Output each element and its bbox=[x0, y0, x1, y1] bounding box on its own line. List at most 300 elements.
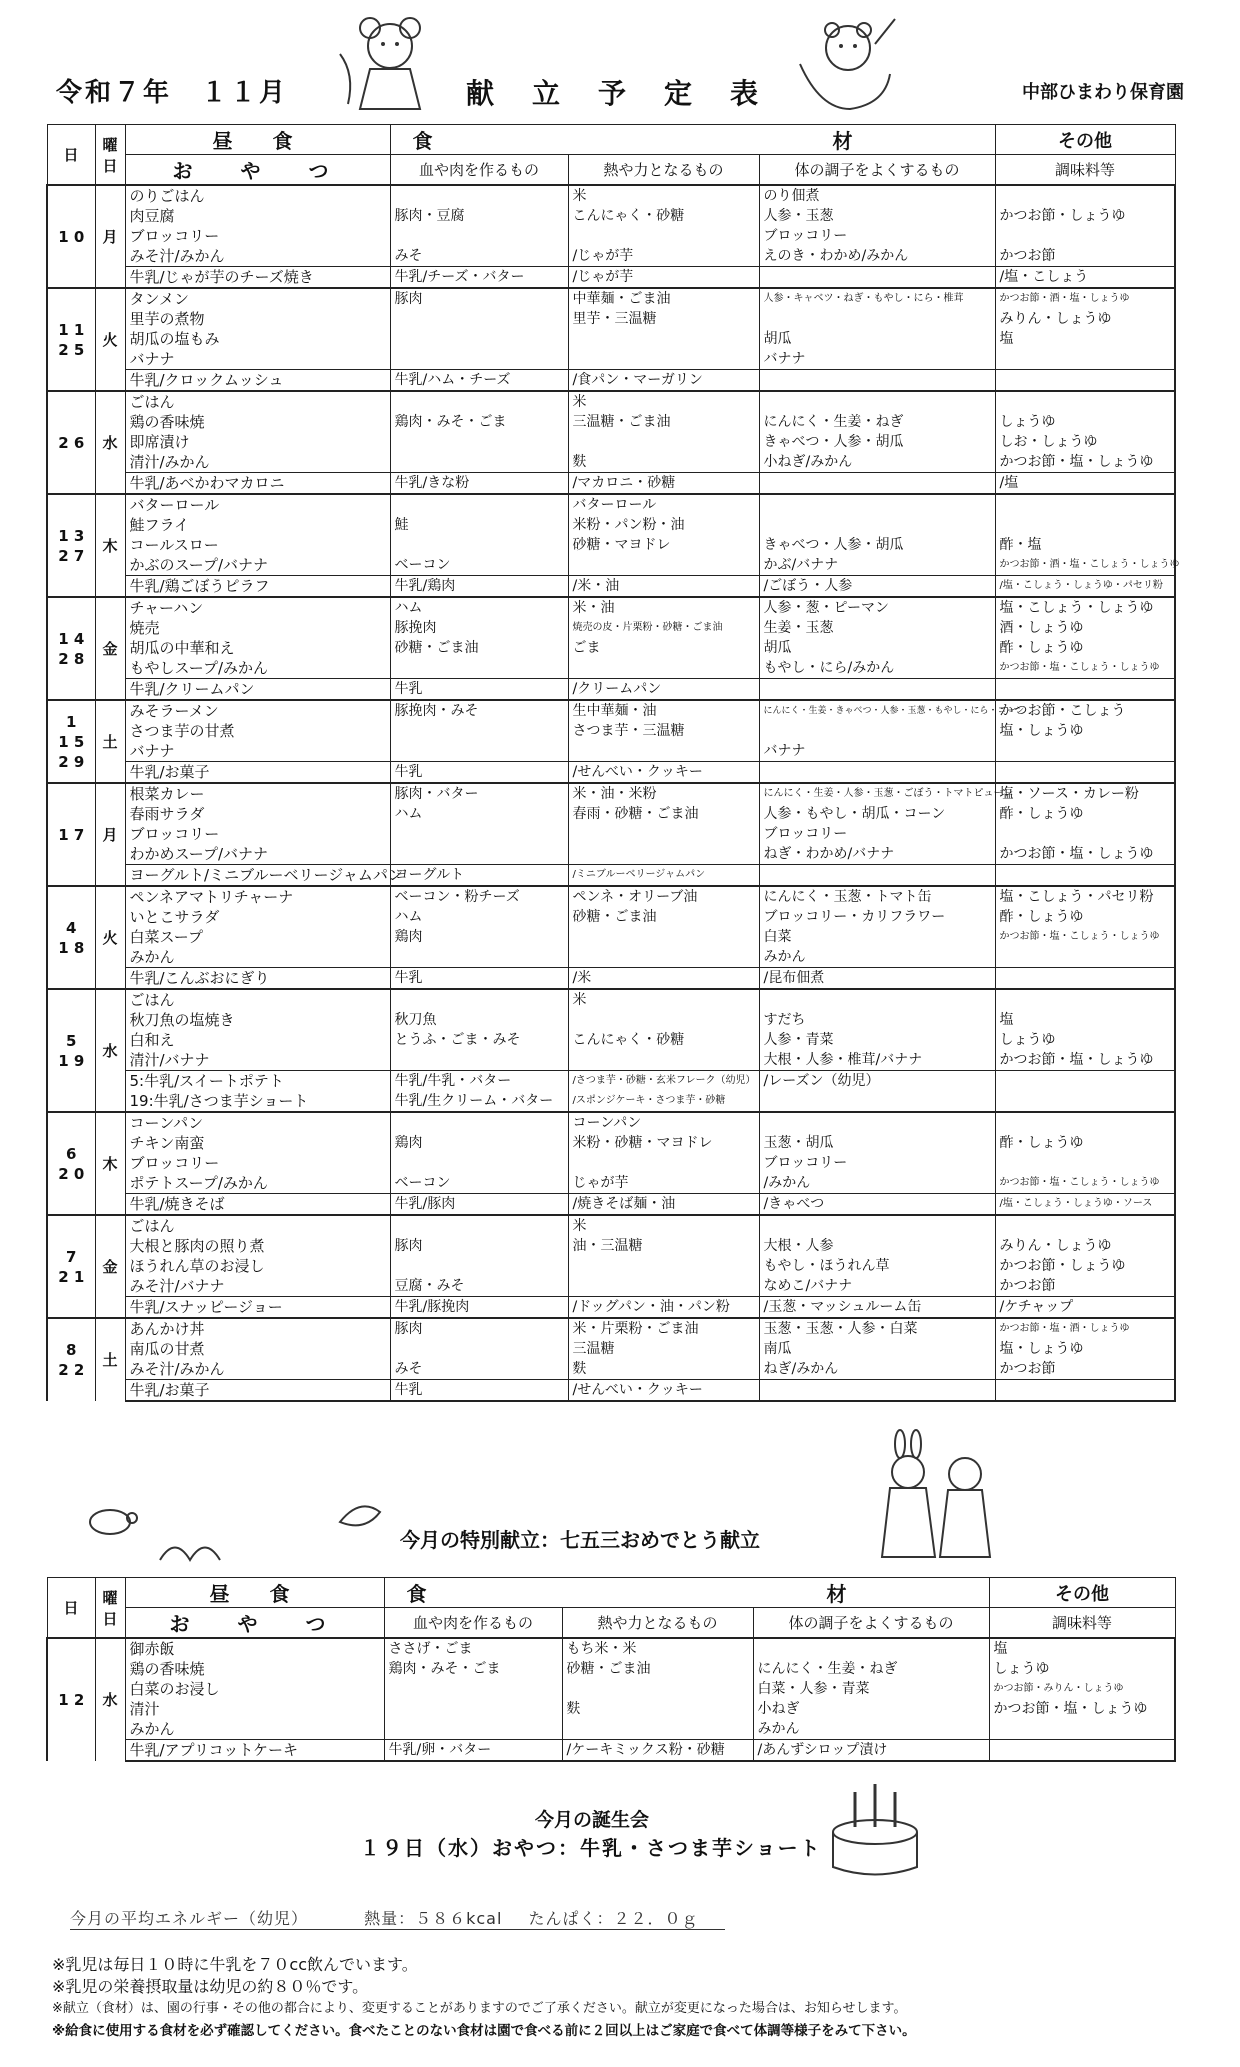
menu-cell bbox=[759, 865, 995, 887]
snack-row bbox=[47, 1194, 1175, 1216]
menu-cell: 牛乳/スナッピージョー bbox=[125, 1297, 390, 1319]
menu-cell: 塩・ソース・カレー粉 bbox=[995, 783, 1175, 804]
menu-cell bbox=[390, 1256, 568, 1276]
menu-cell: 白菜・人参・青菜 bbox=[753, 1679, 989, 1699]
menu-cell: かつお節・酒・塩・こしょう・しょうゆ bbox=[995, 555, 1175, 576]
lunch-row bbox=[47, 1133, 1175, 1153]
menu-cell: /塩・こしょう・しょうゆ・ソース bbox=[995, 1194, 1175, 1216]
menu-body bbox=[47, 185, 1180, 1401]
menu-cell: のりごはん bbox=[125, 185, 390, 206]
menu-cell bbox=[759, 473, 995, 495]
menu-cell: 鮭 bbox=[390, 515, 568, 535]
notes bbox=[52, 1954, 916, 2042]
lunch-row bbox=[47, 1318, 1175, 1339]
note: ※給食に使用する食材を必ず確認してください。食べたことのない食材は園で食べる前に２回以上はご家庭で食べて体調等様子をみて下さい。 bbox=[52, 2023, 916, 2039]
menu-cell bbox=[995, 824, 1175, 844]
menu-cell bbox=[995, 968, 1175, 990]
menu-cell bbox=[390, 349, 568, 370]
menu-cell: 牛乳 bbox=[390, 679, 568, 701]
lunch-row bbox=[47, 618, 1175, 638]
menu-cell: 米・片栗粉・ごま油 bbox=[568, 1318, 759, 1339]
menu-cell: 麩 bbox=[568, 1359, 759, 1380]
day-cell: 1 1 5 2 9 bbox=[47, 700, 95, 783]
menu-cell: 塩・こしょう・パセリ粉 bbox=[995, 886, 1175, 907]
weekday-cell: 土 bbox=[95, 700, 125, 783]
lunch-row bbox=[47, 391, 1175, 412]
menu-cell bbox=[995, 370, 1175, 392]
menu-cell: 焼売 bbox=[125, 618, 390, 638]
menu-cell bbox=[995, 1380, 1175, 1402]
menu-cell: ブロッコリー bbox=[759, 226, 995, 246]
menu-cell: かぶ/バナナ bbox=[759, 555, 995, 576]
lunch-row bbox=[47, 309, 1175, 329]
lunch-row bbox=[47, 989, 1175, 1010]
header-seasoning: 調味料等 bbox=[989, 1608, 1175, 1639]
lunch-row bbox=[47, 452, 1175, 473]
menu-cell: 焼売の皮・片栗粉・砂糖・ごま油 bbox=[568, 618, 759, 638]
lunch-row bbox=[47, 535, 1175, 555]
weekday-cell: 水 bbox=[95, 1638, 125, 1761]
menu-cell bbox=[995, 1091, 1175, 1112]
menu-cell: コールスロー bbox=[125, 535, 390, 555]
menu-cell bbox=[384, 1679, 562, 1699]
weekday-cell: 火 bbox=[95, 288, 125, 391]
menu-cell bbox=[390, 494, 568, 515]
note: ※献立（食材）は、園の行事・その他の都合により、変更することがありますのでご了承ください。献立が変更になった場合は、お知らせします。 bbox=[52, 2001, 907, 2016]
snack-row bbox=[47, 1071, 1175, 1092]
menu-cell bbox=[753, 1638, 989, 1659]
menu-cell: わかめスープ/バナナ bbox=[125, 844, 390, 865]
menu-cell: しょうゆ bbox=[995, 412, 1175, 432]
header-day: 日 bbox=[47, 1578, 95, 1639]
menu-cell: 米 bbox=[568, 989, 759, 1010]
menu-cell bbox=[568, 329, 759, 349]
menu-cell bbox=[568, 741, 759, 762]
snack-row bbox=[47, 1091, 1175, 1112]
organization-name: 中部ひまわり保育園 bbox=[1022, 82, 1184, 103]
menu-cell: チャーハン bbox=[125, 597, 390, 618]
snack-row bbox=[47, 267, 1175, 289]
menu-cell: バナナ bbox=[125, 349, 390, 370]
lunch-row bbox=[47, 1050, 1175, 1071]
menu-cell bbox=[759, 515, 995, 535]
menu-cell: かつお節・みりん・しょうゆ bbox=[989, 1679, 1175, 1699]
menu-cell: ブロッコリー bbox=[759, 1153, 995, 1173]
menu-cell: 豚肉 bbox=[390, 288, 568, 309]
snack-row bbox=[47, 576, 1175, 598]
menu-cell: /ケーキミックス粉・砂糖 bbox=[562, 1740, 753, 1762]
menu-cell bbox=[995, 865, 1175, 887]
day-cell: 1 0 bbox=[47, 185, 95, 288]
menu-cell bbox=[995, 741, 1175, 762]
menu-cell: バナナ bbox=[759, 349, 995, 370]
menu-cell: かつお節・塩・しょうゆ bbox=[995, 1050, 1175, 1071]
menu-cell: ブロッコリー bbox=[125, 226, 390, 246]
menu-cell: 牛乳 bbox=[390, 762, 568, 784]
menu-cell: えのき・わかめ/みかん bbox=[759, 246, 995, 267]
menu-cell: 砂糖・ごま油 bbox=[568, 907, 759, 927]
weekday-cell: 月 bbox=[95, 185, 125, 288]
lunch-row bbox=[47, 1719, 1175, 1740]
menu-cell: ベーコン bbox=[390, 1173, 568, 1194]
menu-cell: ブロッコリー bbox=[125, 1153, 390, 1173]
menu-cell: ブロッコリー bbox=[759, 824, 995, 844]
lunch-row bbox=[47, 246, 1175, 267]
menu-cell: 油・三温糖 bbox=[568, 1236, 759, 1256]
menu-cell bbox=[390, 452, 568, 473]
menu-cell: ねぎ/みかん bbox=[759, 1359, 995, 1380]
header-ingr-c: 体の調子をよくするもの bbox=[759, 155, 995, 186]
menu-cell: /クリームパン bbox=[568, 679, 759, 701]
menu-cell: みそラーメン bbox=[125, 700, 390, 721]
lunch-row bbox=[47, 824, 1175, 844]
menu-cell bbox=[995, 1112, 1175, 1133]
menu-cell bbox=[568, 947, 759, 968]
menu-cell: 米 bbox=[568, 1215, 759, 1236]
menu-cell bbox=[995, 679, 1175, 701]
menu-cell: /じゃが芋 bbox=[568, 267, 759, 289]
lunch-row bbox=[47, 1173, 1175, 1194]
menu-cell: バターロール bbox=[568, 494, 759, 515]
special-menu-table bbox=[46, 1577, 1176, 1762]
menu-cell: かつお節・しょうゆ bbox=[995, 206, 1175, 226]
lunch-row bbox=[47, 1679, 1175, 1699]
menu-cell: みかん bbox=[125, 1719, 384, 1740]
menu-cell: /あんずシロップ漬け bbox=[753, 1740, 989, 1762]
average-energy bbox=[70, 1906, 725, 1930]
menu-cell: 豚挽肉・みそ bbox=[390, 700, 568, 721]
menu-cell bbox=[390, 658, 568, 679]
menu-cell: /きゃべつ bbox=[759, 1194, 995, 1216]
menu-cell: みそ汁/バナナ bbox=[125, 1276, 390, 1297]
lunch-row bbox=[47, 329, 1175, 349]
menu-cell: すだち bbox=[759, 1010, 995, 1030]
menu-cell: 中華麺・ごま油 bbox=[568, 288, 759, 309]
header-seasoning: 調味料等 bbox=[995, 155, 1175, 186]
weekday-cell: 木 bbox=[95, 1112, 125, 1215]
lunch-row bbox=[47, 555, 1175, 576]
menu-cell: かつお節・塩・しょうゆ bbox=[995, 844, 1175, 865]
menu-cell: ブロッコリー・カリフラワー bbox=[759, 907, 995, 927]
weekday-cell: 木 bbox=[95, 494, 125, 597]
menu-cell: かつお節・塩・こしょう・しょうゆ bbox=[995, 927, 1175, 947]
menu-cell: 米 bbox=[568, 391, 759, 412]
menu-cell bbox=[568, 824, 759, 844]
menu-cell bbox=[562, 1719, 753, 1740]
menu-cell bbox=[390, 226, 568, 246]
menu-cell: 三温糖 bbox=[568, 1339, 759, 1359]
page-header bbox=[56, 72, 1184, 112]
menu-cell: もやし・ほうれん草 bbox=[759, 1256, 995, 1276]
menu-cell: 小ねぎ bbox=[753, 1699, 989, 1719]
menu-cell: 大根・人参 bbox=[759, 1236, 995, 1256]
menu-month: 令和７年 １１月 bbox=[56, 78, 289, 108]
menu-cell: きゃべつ・人参・胡瓜 bbox=[759, 432, 995, 452]
snack-row bbox=[47, 1740, 1175, 1762]
menu-cell: かつお節・酒・塩・しょうゆ bbox=[995, 288, 1175, 309]
menu-cell: もち米・米 bbox=[562, 1638, 753, 1659]
menu-cell: 牛乳/豚挽肉 bbox=[390, 1297, 568, 1319]
menu-cell: 白和え bbox=[125, 1030, 390, 1050]
menu-cell: 米・油・米粉 bbox=[568, 783, 759, 804]
menu-cell: ヨーグルト bbox=[390, 865, 568, 887]
menu-cell: /焼きそば麺・油 bbox=[568, 1194, 759, 1216]
menu-cell: みそ汁/みかん bbox=[125, 246, 390, 267]
snack-row bbox=[47, 968, 1175, 990]
lunch-row bbox=[47, 741, 1175, 762]
menu-cell: バターロール bbox=[125, 494, 390, 515]
menu-cell bbox=[568, 658, 759, 679]
menu-cell: 酢・しょうゆ bbox=[995, 907, 1175, 927]
menu-cell: /ドッグパン・油・パン粉 bbox=[568, 1297, 759, 1319]
menu-cell: 牛乳/焼きそば bbox=[125, 1194, 390, 1216]
menu-cell: チキン南蛮 bbox=[125, 1133, 390, 1153]
menu-cell: /じゃが芋 bbox=[568, 246, 759, 267]
menu-cell: /ケチャップ bbox=[995, 1297, 1175, 1319]
menu-cell: /スポンジケーキ・さつま芋・砂糖 bbox=[568, 1091, 759, 1112]
lunch-row bbox=[47, 907, 1175, 927]
menu-cell: のり佃煮 bbox=[759, 185, 995, 206]
menu-cell bbox=[995, 762, 1175, 784]
menu-cell: 胡瓜 bbox=[759, 329, 995, 349]
lunch-row bbox=[47, 658, 1175, 679]
menu-cell bbox=[390, 844, 568, 865]
menu-cell: ハム bbox=[390, 804, 568, 824]
snack-row bbox=[47, 1380, 1175, 1402]
menu-cell bbox=[568, 1050, 759, 1071]
menu-cell bbox=[390, 721, 568, 741]
menu-cell: 清汁/バナナ bbox=[125, 1050, 390, 1071]
menu-cell: かつお節 bbox=[995, 1359, 1175, 1380]
menu-cell bbox=[390, 1215, 568, 1236]
lunch-row bbox=[47, 597, 1175, 618]
menu-cell: 牛乳/鶏ごぼうピラフ bbox=[125, 576, 390, 598]
rabbit-giraffe-illustration bbox=[860, 1432, 1010, 1572]
header-ingr-a: 血や肉を作るもの bbox=[390, 155, 568, 186]
menu-cell: 米・油 bbox=[568, 597, 759, 618]
menu-cell: 春雨サラダ bbox=[125, 804, 390, 824]
day-cell: 1 4 2 8 bbox=[47, 597, 95, 700]
menu-cell: 胡瓜の塩もみ bbox=[125, 329, 390, 349]
menu-cell: 豚肉 bbox=[390, 1318, 568, 1339]
lunch-row bbox=[47, 721, 1175, 741]
energy-label: 今月の平均エネルギー（幼児） bbox=[70, 1909, 309, 1928]
menu-cell: 牛乳/生クリーム・バター bbox=[390, 1091, 568, 1112]
day-cell: 8 2 2 bbox=[47, 1318, 95, 1401]
lunch-row bbox=[47, 1256, 1175, 1276]
menu-cell bbox=[390, 309, 568, 329]
menu-cell: ヨーグルト/ミニブルーベリージャムパン bbox=[125, 865, 390, 887]
menu-table bbox=[46, 124, 1180, 1402]
menu-cell bbox=[995, 391, 1175, 412]
menu-cell: 牛乳/お菓子 bbox=[125, 1380, 390, 1402]
menu-cell: 豚肉・豆腐 bbox=[390, 206, 568, 226]
menu-cell: 麩 bbox=[568, 452, 759, 473]
menu-cell: 5:牛乳/スイートポテト bbox=[125, 1071, 390, 1092]
menu-cell: /米・油 bbox=[568, 576, 759, 598]
menu-cell: 大根・人参・椎茸/バナナ bbox=[759, 1050, 995, 1071]
weekday-cell: 金 bbox=[95, 1215, 125, 1318]
lunch-row bbox=[47, 1276, 1175, 1297]
lunch-row bbox=[47, 1359, 1175, 1380]
menu-cell: 鶏肉 bbox=[390, 927, 568, 947]
menu-cell: かつお節・塩・しょうゆ bbox=[995, 452, 1175, 473]
menu-cell: 牛乳 bbox=[390, 1380, 568, 1402]
menu-cell: もやしスープ/みかん bbox=[125, 658, 390, 679]
menu-cell bbox=[759, 1112, 995, 1133]
menu-cell: にんにく・玉葱・トマト缶 bbox=[759, 886, 995, 907]
menu-cell: /米 bbox=[568, 968, 759, 990]
cake-illustration bbox=[825, 1772, 925, 1882]
menu-cell: 胡瓜の中華和え bbox=[125, 638, 390, 658]
day-cell: 6 2 0 bbox=[47, 1112, 95, 1215]
menu-cell bbox=[995, 947, 1175, 968]
menu-cell bbox=[562, 1679, 753, 1699]
header-other: その他 bbox=[989, 1578, 1175, 1608]
menu-cell: みかん bbox=[753, 1719, 989, 1740]
menu-cell bbox=[390, 185, 568, 206]
menu-cell: 三温糖・ごま油 bbox=[568, 412, 759, 432]
menu-cell: ハム bbox=[390, 597, 568, 618]
menu-cell: 里芋・三温糖 bbox=[568, 309, 759, 329]
menu-cell bbox=[568, 1256, 759, 1276]
menu-cell: こんにゃく・砂糖 bbox=[568, 1030, 759, 1050]
menu-cell: ブロッコリー bbox=[125, 824, 390, 844]
menu-cell: みりん・しょうゆ bbox=[995, 309, 1175, 329]
lunch-row bbox=[47, 1030, 1175, 1050]
menu-cell: 生中華麺・油 bbox=[568, 700, 759, 721]
menu-cell: しお・しょうゆ bbox=[995, 432, 1175, 452]
menu-cell bbox=[568, 844, 759, 865]
menu-cell: 牛乳/鶏肉 bbox=[390, 576, 568, 598]
menu-cell bbox=[759, 309, 995, 329]
menu-cell bbox=[390, 989, 568, 1010]
lunch-row bbox=[47, 1215, 1175, 1236]
menu-cell bbox=[995, 494, 1175, 515]
menu-cell: ごはん bbox=[125, 989, 390, 1010]
menu-cell: かつお節・しょうゆ bbox=[995, 1256, 1175, 1276]
menu-cell: 牛乳/ハム・チーズ bbox=[390, 370, 568, 392]
header-snack: お や つ bbox=[125, 155, 390, 186]
menu-cell: 即席漬け bbox=[125, 432, 390, 452]
menu-cell: 肉豆腐 bbox=[125, 206, 390, 226]
day-cell: 7 2 1 bbox=[47, 1215, 95, 1318]
menu-cell: /せんべい・クッキー bbox=[568, 1380, 759, 1402]
menu-cell bbox=[759, 370, 995, 392]
menu-cell: 大根と豚肉の照り煮 bbox=[125, 1236, 390, 1256]
menu-cell bbox=[568, 349, 759, 370]
lunch-row bbox=[47, 1699, 1175, 1719]
menu-cell bbox=[995, 989, 1175, 1010]
menu-cell: 南瓜の甘煮 bbox=[125, 1339, 390, 1359]
pine-illustration bbox=[150, 1530, 230, 1570]
menu-cell: 塩 bbox=[995, 1010, 1175, 1030]
menu-cell: 生姜・玉葱 bbox=[759, 618, 995, 638]
lunch-row bbox=[47, 1153, 1175, 1173]
menu-cell bbox=[390, 741, 568, 762]
menu-cell: 牛乳/アプリコットケーキ bbox=[125, 1740, 384, 1762]
menu-cell: /塩・こしょう bbox=[995, 267, 1175, 289]
header-other: その他 bbox=[995, 125, 1175, 155]
menu-cell: にんにく・生姜・人参・玉葱・ごぼう・トマトピューレ bbox=[759, 783, 995, 804]
menu-cell: 酢・塩 bbox=[995, 535, 1175, 555]
menu-cell: きゃべつ・人参・胡瓜 bbox=[759, 535, 995, 555]
menu-cell: にんにく・生姜・ねぎ bbox=[753, 1659, 989, 1679]
lunch-row bbox=[47, 1638, 1175, 1659]
menu-cell bbox=[568, 1153, 759, 1173]
menu-cell: コーンパン bbox=[568, 1112, 759, 1133]
menu-cell: かぶのスープ/バナナ bbox=[125, 555, 390, 576]
menu-cell: 玉葱・玉葱・人参・白菜 bbox=[759, 1318, 995, 1339]
menu-cell: 御赤飯 bbox=[125, 1638, 384, 1659]
energy-kcal: 熱量：５８６kcal bbox=[364, 1909, 503, 1928]
turtle-illustration bbox=[80, 1500, 140, 1540]
menu-cell: しょうゆ bbox=[989, 1659, 1175, 1679]
menu-cell: 鶏の香味焼 bbox=[125, 1659, 384, 1679]
menu-cell: 鮭フライ bbox=[125, 515, 390, 535]
menu-cell: バナナ bbox=[125, 741, 390, 762]
header-ingr-b: 熱や力となるもの bbox=[562, 1608, 753, 1639]
menu-cell bbox=[759, 391, 995, 412]
menu-cell: にんにく・生姜・ねぎ bbox=[759, 412, 995, 432]
menu-cell: ハム bbox=[390, 907, 568, 927]
menu-cell bbox=[384, 1699, 562, 1719]
menu-cell: 清汁 bbox=[125, 1699, 384, 1719]
menu-cell bbox=[995, 515, 1175, 535]
menu-cell: /さつま芋・砂糖・玄米フレーク（幼児） bbox=[568, 1071, 759, 1092]
menu-cell: にんにく・生姜・きゃべつ・人参・玉葱・もやし・にら・コーン bbox=[759, 700, 995, 721]
menu-cell: 酢・しょうゆ bbox=[995, 804, 1175, 824]
weekday-cell: 火 bbox=[95, 886, 125, 989]
lunch-row bbox=[47, 638, 1175, 658]
day-cell: 1 1 2 5 bbox=[47, 288, 95, 391]
menu-cell: ベーコン bbox=[390, 555, 568, 576]
birthday-title: 今月の誕生会 bbox=[535, 1809, 650, 1831]
header-ingr-a: 血や肉を作るもの bbox=[384, 1608, 562, 1639]
menu-cell: さつま芋の甘煮 bbox=[125, 721, 390, 741]
lunch-row bbox=[47, 349, 1175, 370]
lunch-row bbox=[47, 432, 1175, 452]
menu-cell: 牛乳 bbox=[390, 968, 568, 990]
menu-cell: 人参・青菜 bbox=[759, 1030, 995, 1050]
lunch-row bbox=[47, 288, 1175, 309]
menu-cell bbox=[390, 391, 568, 412]
menu-cell bbox=[759, 494, 995, 515]
menu-cell: 牛乳/卵・バター bbox=[384, 1740, 562, 1762]
menu-cell: 米粉・パン粉・油 bbox=[568, 515, 759, 535]
day-cell: 2 6 bbox=[47, 391, 95, 494]
day-cell: 1 2 bbox=[47, 1638, 95, 1761]
lunch-row bbox=[47, 1659, 1175, 1679]
menu-cell: /食パン・マーガリン bbox=[568, 370, 759, 392]
header-dow: 曜日 bbox=[95, 1578, 125, 1639]
menu-cell: /ミニブルーベリージャムパン bbox=[568, 865, 759, 887]
menu-cell bbox=[568, 432, 759, 452]
menu-cell bbox=[995, 1071, 1175, 1092]
menu-cell: コーンパン bbox=[125, 1112, 390, 1133]
menu-cell: みかん bbox=[125, 947, 390, 968]
menu-cell: 牛乳/あべかわマカロニ bbox=[125, 473, 390, 495]
menu-cell bbox=[759, 679, 995, 701]
menu-cell: 白菜スープ bbox=[125, 927, 390, 947]
lunch-row bbox=[47, 927, 1175, 947]
menu-cell: 牛乳/クロックムッシュ bbox=[125, 370, 390, 392]
menu-cell: 清汁/みかん bbox=[125, 452, 390, 473]
menu-cell: ねぎ・わかめ/バナナ bbox=[759, 844, 995, 865]
menu-cell: 牛乳/豚肉 bbox=[390, 1194, 568, 1216]
menu-cell: 塩・しょうゆ bbox=[995, 1339, 1175, 1359]
weekday-cell: 土 bbox=[95, 1318, 125, 1401]
